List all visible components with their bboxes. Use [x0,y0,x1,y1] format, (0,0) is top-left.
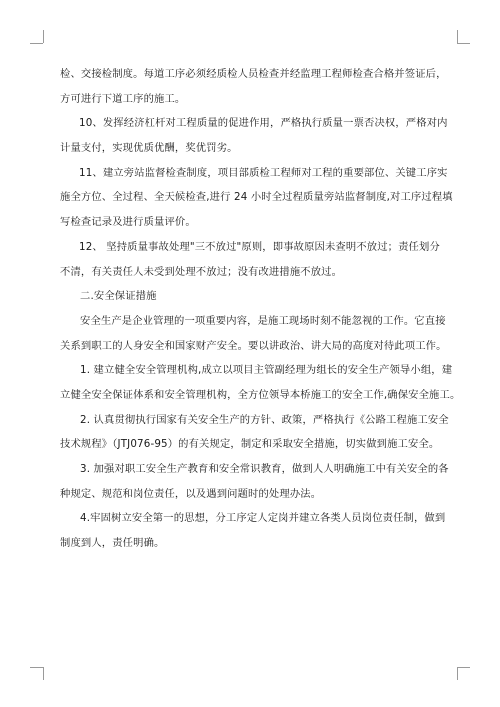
crop-mark-top-right-h [457,43,470,44]
crop-mark-bottom-right-h [457,667,470,668]
crop-mark-top-left-v [43,30,44,43]
text-line: 12、 坚持质量事故处理"三不放过"原则，即事故原因未查明不放过；责任划分 [79,240,440,253]
text-line: 1. 建立健全安全管理机构,成立以项目主管副经理为组长的安全生产领导小组，建 [80,364,453,377]
section-heading: 二.安全保证措施 [80,290,157,303]
crop-mark-top-right-v [457,30,458,43]
crop-mark-bottom-left-v [43,667,44,680]
text-line: 种规定、规范和岗位责任，以及遇到问题时的处理办法。 [60,487,322,500]
text-line: 10、发挥经济杠杆对工程质量的促进作用，严格执行质量一票否决权，严格对内 [79,117,448,130]
text-line: 关系到职工的人身安全和国家财产安全。要以讲政治、讲大局的高度对待此项工作。 [60,339,447,352]
text-line: 2. 认真贯彻执行国家有关安全生产的方针、政策，严格执行《公路工程施工安全 [80,413,449,426]
text-line: 3. 加强对职工安全生产教育和安全常识教育，做到人人明确施工中有关安全的各 [80,463,449,475]
crop-mark-bottom-right-v [457,667,458,680]
text-line: 不清，有关责任人未受到处理不放过；没有改进措施不放过。 [60,265,343,278]
document-body [60,62,461,556]
text-line: 立健全安全保证体系和安全管理机构，全方位领导本桥施工的安全工作,确保安全施工。 [60,388,461,401]
text-line: 安全生产是企业管理的一项重要内容，是施工现场时刻不能忽视的工作。它直接 [80,314,446,327]
text-line: 制度到人，责任明确。 [60,537,165,550]
text-line: 施全方位、全过程、全天候检查,进行 24 小时全过程质量旁站监督制度,对工序过程填 [60,191,453,204]
text-line: 写检查记录及进行质量评价。 [60,216,196,229]
crop-mark-bottom-left-h [30,667,43,668]
text-line: 检、交接检制度。每道工序必须经质检人员检查并经监理工程师检查合格并签证后， [60,68,447,80]
text-line: 计量支付，实现优质优酬，奖优罚劣。 [60,142,238,155]
text-line: 4.牢固树立安全第一的思想，分工序定人定岗并建立各类人员岗位责任制，做到 [80,512,446,525]
text-line: 方可进行下道工序的施工。 [60,92,186,105]
text-line: 11、建立旁站监督检查制度，项目部质检工程师对工程的重要部位、关键工序实 [79,166,448,179]
crop-mark-top-left-h [30,43,43,44]
text-line: 技术规程》（JTJ076-95）的有关规定，制定和采取安全措施，切实做到施工安全。 [60,438,440,451]
